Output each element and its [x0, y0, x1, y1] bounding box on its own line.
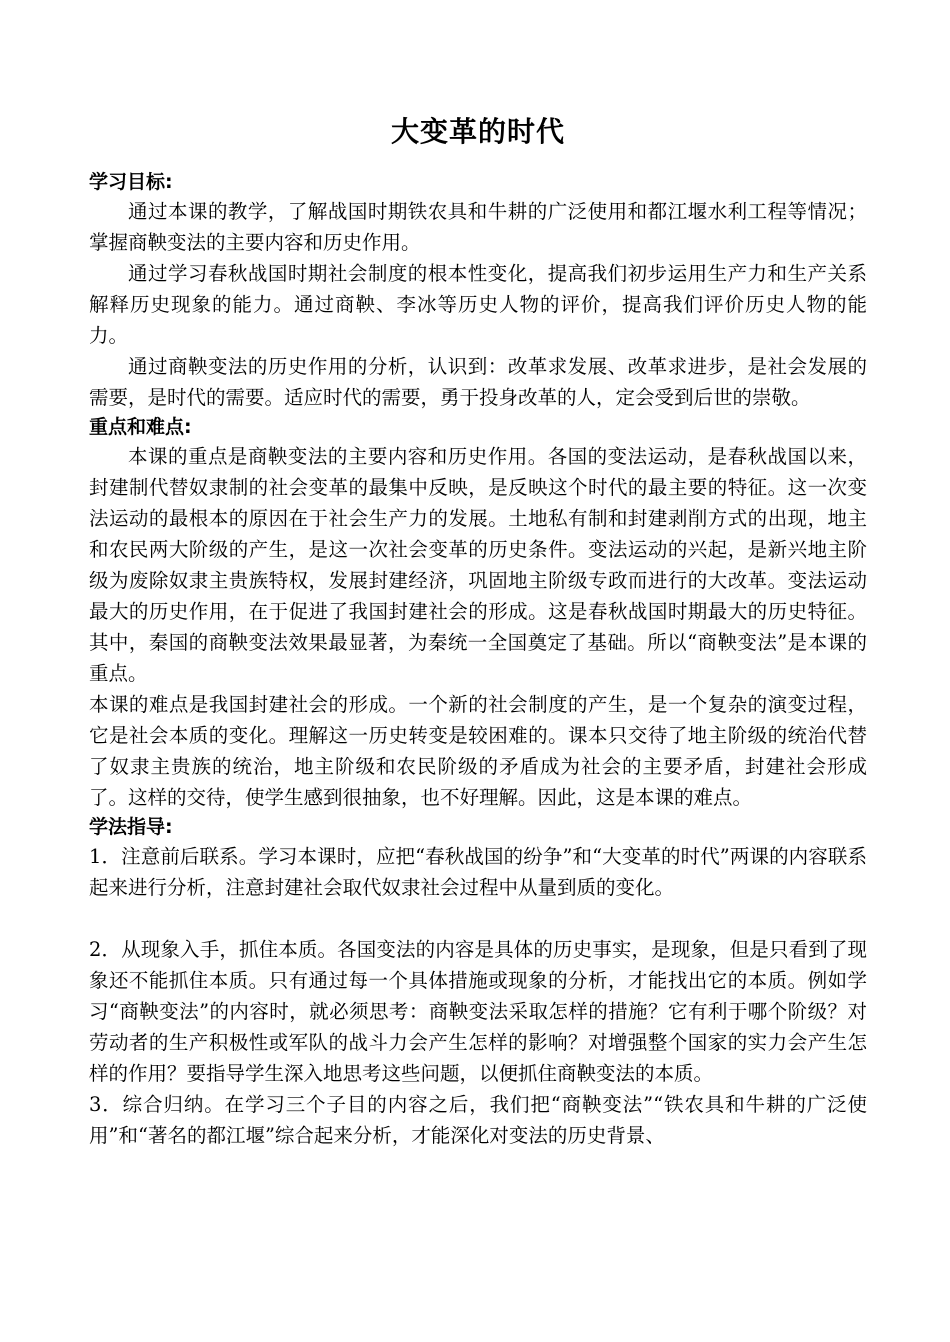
document-title: 大变革的时代: [390, 115, 565, 148]
blank-line: [89, 903, 867, 934]
objectives-paragraph-2: 通过学习春秋战国时期社会制度的根本性变化，提高我们初步运用生产力和生产关系解释历史现象的能力。通过商鞅、李冰等历史人物的评价，提高我们评价历史人物的能力。: [89, 262, 867, 347]
key-points-heading: 重点和难点:: [89, 416, 192, 438]
methods-paragraph-2: 2．从现象入手，抓住本质。各国变法的内容是具体的历史事实，是现象，但是只看到了现象还不能抓住本质。只有通过每一个具体措施或现象的分析，才能找出它的本质。例如学习“商鞅变法”的内容时，就必须思考：商鞅变法采取怎样的措施？它有利于哪个阶级？对劳动者的生产积极性或军队的战斗力会产生怎样的影响？对增强整个国家的实力会产生怎样的作用？要指导学生深入地思考这些问题，以便抓住商鞅变法的本质。: [89, 938, 867, 1085]
key-points-section: [89, 413, 867, 813]
methods-paragraph-1: 1．注意前后联系。学习本课时，应把“春秋战国的纷争”和“大变革的时代”两课的内容联系起来进行分析，注意封建社会取代奴隶社会过程中从量到质的变化。: [89, 845, 867, 899]
objectives-paragraph-1: 通过本课的教学，了解战国时期铁农具和牛耕的广泛使用和都江堰水利工程等情况；掌握商鞅变法的主要内容和历史作用。: [89, 200, 867, 254]
key-points-paragraph-2: 本课的难点是我国封建社会的形成。一个新的社会制度的产生，是一个复杂的演变过程，它是社会本质的变化。理解这一历史转变是较困难的。课本只交待了地主阶级的统治代替了奴隶主贵族的统治，地主阶级和农民阶级的矛盾成为社会的主要矛盾，封建社会形成了。这样的交待，使学生感到很抽象，也不好理解。因此，这是本课的难点。: [89, 693, 867, 809]
methods-section: [89, 813, 867, 1151]
key-points-paragraph-1: 本课的重点是商鞅变法的主要内容和历史作用。各国的变法运动，是春秋战国以来，封建制代替奴隶制的社会变革的最集中反映，是反映这个时代的最主要的特征。这一次变法运动的最根本的原因在于社会生产力的发展。土地私有制和封建剥削方式的出现，地主和农民两大阶级的产生，是这一次社会变革的历史条件。变法运动的兴起，是新兴地主阶级为废除奴隶主贵族特权，发展封建经济，巩固地主阶级专政而进行的大改革。变法运动最大的历史作用，在于促进了我国封建社会的形成。这是春秋战国时期最大的历史特征。其中，秦国的商鞅变法效果最显著，为秦统一全国奠定了基础。所以“商鞅变法”是本课的重点。: [89, 445, 867, 685]
objectives-paragraph-3: 通过商鞅变法的历史作用的分析，认识到：改革求发展、改革求进步，是社会发展的需要，是时代的需要。适应时代的需要，勇于投身改革的人，定会受到后世的崇敬。: [89, 355, 867, 409]
methods-paragraph-3: 3．综合归纳。在学习三个子目的内容之后，我们把“商鞅变法”“铁农具和牛耕的广泛使用”和“著名的都江堰”综合起来分析，才能深化对变法的历史背景、: [89, 1093, 867, 1147]
methods-heading: 学法指导:: [89, 816, 173, 838]
document-page: [89, 112, 867, 1151]
objectives-section: [89, 168, 867, 413]
objectives-heading: 学习目标:: [89, 171, 173, 193]
